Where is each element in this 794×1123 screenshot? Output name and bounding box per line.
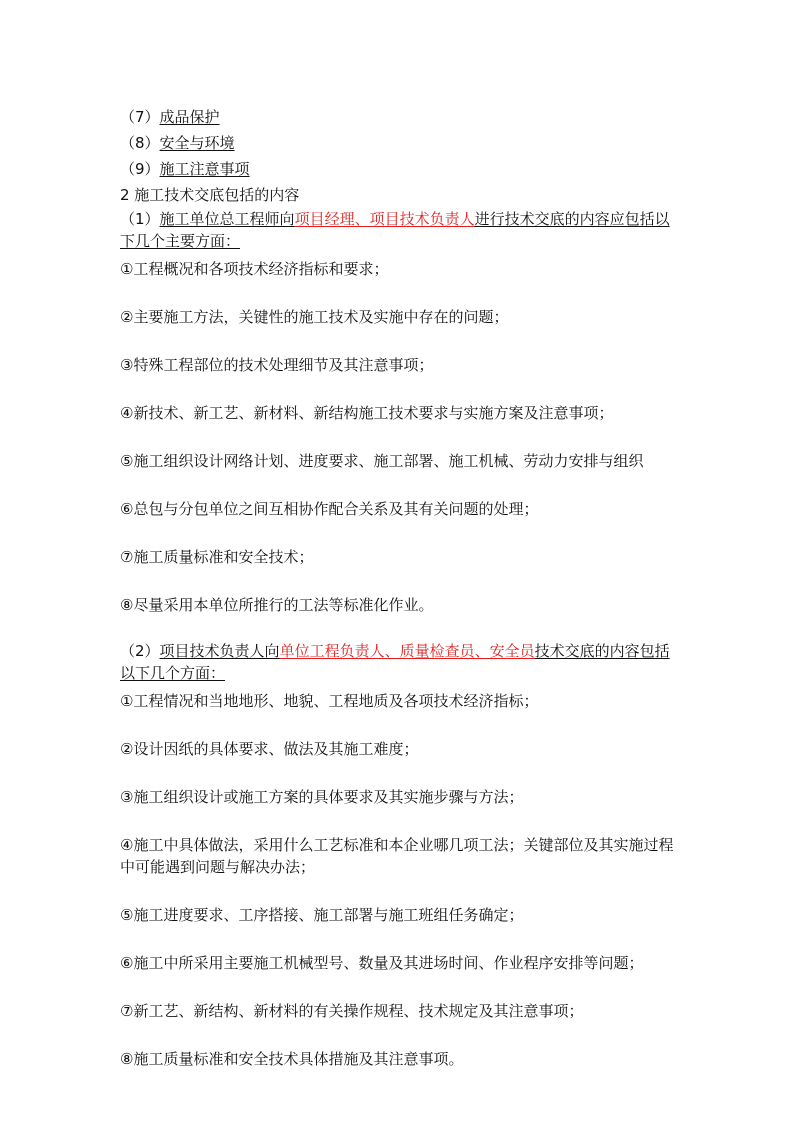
document-page xyxy=(120,104,680,1088)
item-text: 成品保护 xyxy=(159,108,220,126)
section2-intro-highlight: 单位工程负责人、质量检查员、安全员 xyxy=(279,642,535,660)
section1-intro-highlight: 项目经理、项目技术负责人 xyxy=(294,210,475,228)
item-prefix: （7） xyxy=(120,108,160,126)
section1-item: ④新技术、新工艺、新材料、新结构施工技术要求与实施方案及注意事项； xyxy=(120,404,614,422)
section1-item: ⑧尽量采用本单位所推行的工法等标准化作业。 xyxy=(120,596,434,614)
section2-item: ⑧施工质量标准和安全技术具体措施及其注意事项。 xyxy=(120,1050,464,1068)
section2-intro-post: 技术交底的内容包括以下几个方面： xyxy=(120,642,670,682)
section2-item: ②设计因纸的具体要求、做法及其施工难度； xyxy=(120,740,419,758)
list-item-9 xyxy=(120,156,680,182)
item-prefix: （8） xyxy=(120,134,160,152)
section1-intro-prefix: （1） xyxy=(120,210,160,228)
section1-item: ②主要施工方法，关键性的施工技术及实施中存在的问题； xyxy=(120,308,509,326)
section1-intro-post: 进行技术交底的内容应包括以下几个主要方面： xyxy=(120,210,670,250)
section2-item: ③施工组织设计或施工方案的具体要求及其实施步骤与方法； xyxy=(120,788,524,806)
list-item-7 xyxy=(120,104,680,130)
section1-intro xyxy=(120,208,680,252)
section1-item: ⑤施工组织设计网络计划、进度要求、施工部署、施工机械、劳动力安排与组织 xyxy=(120,452,644,470)
section2-item: ④施工中具体做法，采用什么工艺标准和本企业哪几项工法；关键部位及其实施过程中可能遇到问题与解决办法； xyxy=(120,836,674,876)
section2-item: ⑦新工艺、新结构、新材料的有关操作规程、技术规定及其注意事项； xyxy=(120,1002,584,1020)
section2-item: ⑤施工进度要求、工序搭接、施工部署与施工班组任务确定； xyxy=(120,906,524,924)
section2-intro xyxy=(120,640,680,684)
section-title: 2 施工技术交底包括的内容 xyxy=(120,186,300,204)
section1-item: ①工程概况和各项技术经济指标和要求； xyxy=(120,260,389,278)
section1-item: ③特殊工程部位的技术处理细节及其注意事项； xyxy=(120,356,434,374)
section2-intro-pre: 项目技术负责人向 xyxy=(159,642,280,660)
item-prefix: （9） xyxy=(120,160,160,178)
item-text: 施工注意事项 xyxy=(159,160,250,178)
section2-item: ①工程情况和当地地形、地貌、工程地质及各项技术经济指标； xyxy=(120,692,539,710)
section1-item: ⑦施工质量标准和安全技术； xyxy=(120,548,314,566)
section2-item: ⑥施工中所采用主要施工机械型号、数量及其进场时间、作业程序安排等问题； xyxy=(120,954,644,972)
section2-intro-prefix: （2） xyxy=(120,642,160,660)
item-text: 安全与环境 xyxy=(159,134,235,152)
section1-intro-pre: 施工单位总工程师向 xyxy=(159,210,295,228)
list-item-8 xyxy=(120,130,680,156)
section1-item: ⑥总包与分包单位之间互相协作配合关系及其有关问题的处理； xyxy=(120,500,539,518)
